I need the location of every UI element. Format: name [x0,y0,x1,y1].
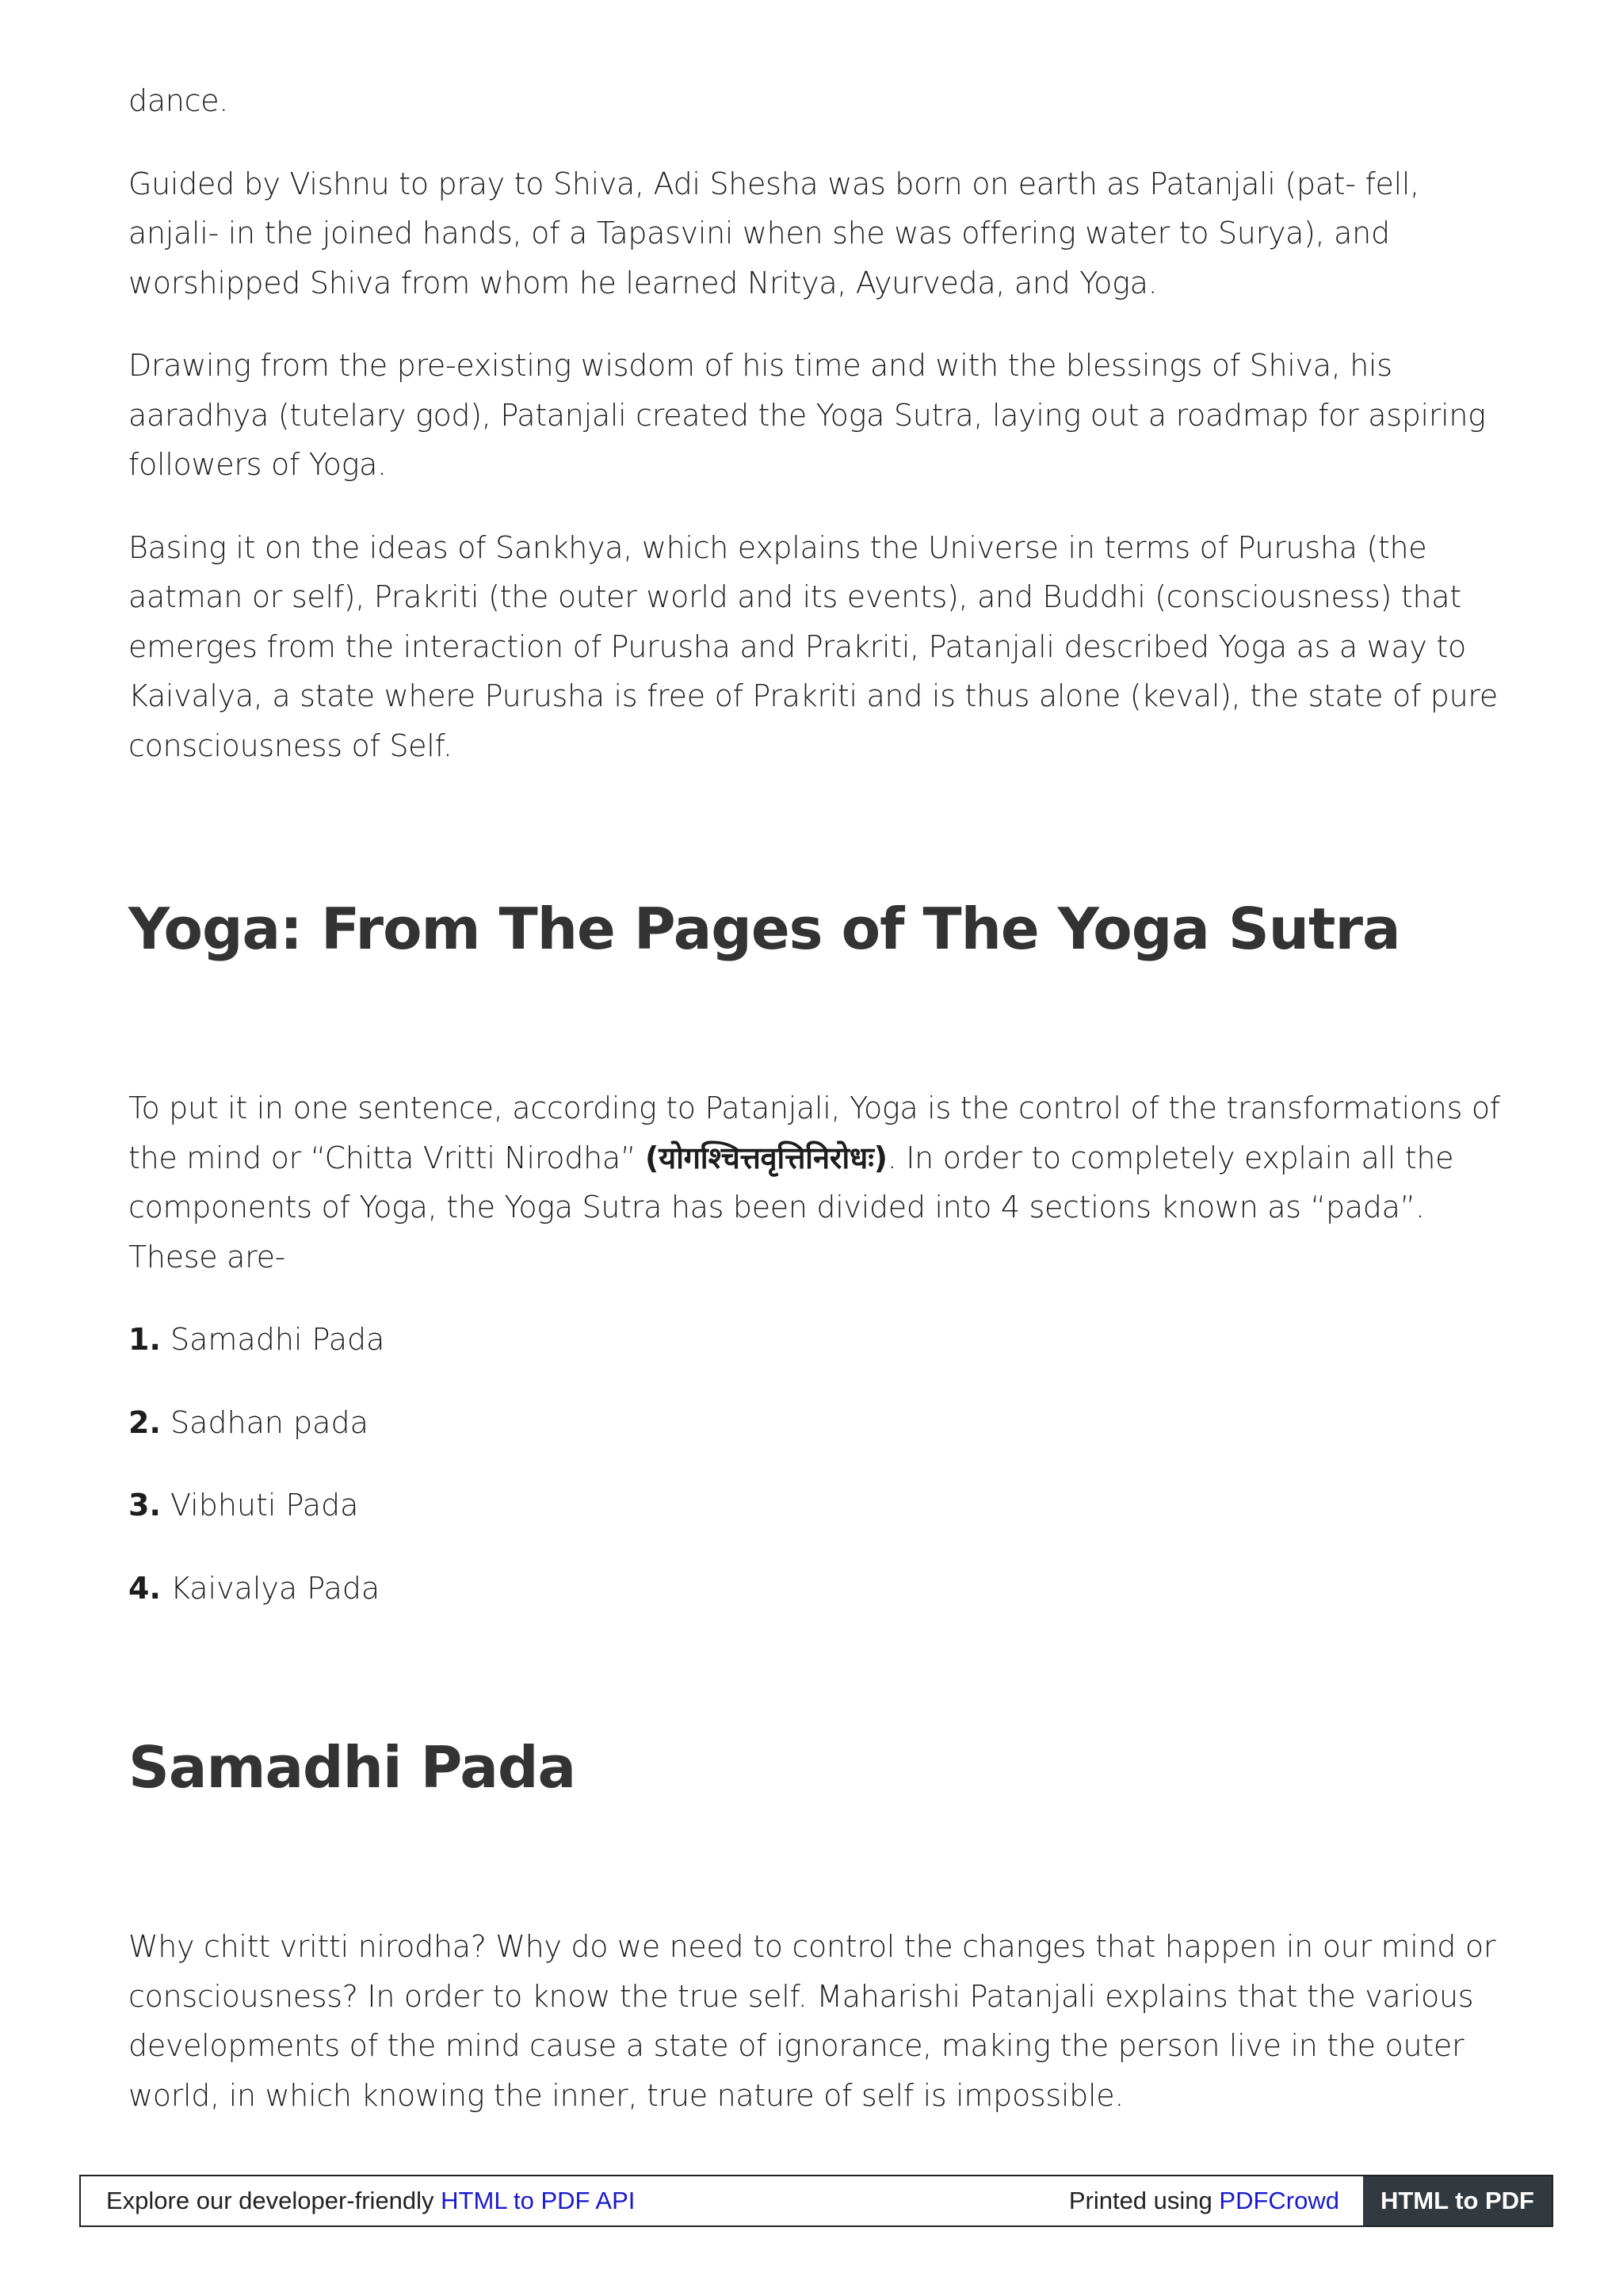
html-to-pdf-button[interactable]: HTML to PDF [1363,2176,1552,2225]
sanskrit-phrase: (योगश्चित्तवृत्तिनिरोधः) [645,1140,888,1175]
list-number: 3. [128,1488,161,1522]
list-label: Vibhuti Pada [170,1488,359,1522]
list-item-sadhan [128,1398,1507,1448]
paragraph-chitta-vritti [128,1083,1507,1282]
list-number: 1. [128,1322,161,1357]
pdfcrowd-link[interactable]: PDFCrowd [1219,2187,1339,2214]
footer-left-text: Explore our developer-friendly [106,2187,441,2214]
list-label: Samadhi Pada [170,1322,385,1357]
html-to-pdf-api-link[interactable]: HTML to PDF API [441,2187,636,2214]
list-item-kaivalya [128,1564,1507,1614]
footer-mid-text: Printed using [1068,2187,1220,2214]
paragraph-why-chitt-vritti: Why chitt vritti nirodha? Why do we need to control the changes that happen in our mind or consciousness? In order to know the true self. Maharishi Patanjali explains that the various developments of the mind cause a state of ignorance, making the person live in the outer world, in which knowing the inner, true nature of self is impossible. [128,1929,1496,2113]
footer-mid [1069,2187,1363,2215]
list-item-samadhi [128,1315,1507,1365]
intro-text-before: To put it in one sentence, according to Patanjali, Yoga is the control of the transformations of the mind or “Chitta Vritti Nirodha” [128,1091,1500,1175]
section-heading-samadhi-pada: Samadhi Pada [128,1734,576,1801]
list-number: 4. [128,1570,161,1606]
intro-text-after: . In order to completely explain all the components of Yoga, the Yoga Sutra has been divided into 4 sections known as “pada”. These are- [128,1140,1454,1274]
list-item-vibhuti [128,1480,1507,1530]
paragraph-sankhya: Basing it on the ideas of Sankhya, which explains the Universe in terms of Purusha (the aatman or self), Prakriti (the outer world and its events), and Buddhi (consciousness) that emerges from the interaction of Purusha and Prakriti, Patanjali described Yoga as a way to Kaivalya, a state where Purusha is free of Prakriti and is thus alone (keval), the state of pure consciousness of Self. [128,529,1498,763]
list-number: 2. [128,1404,161,1440]
section-heading-yoga-sutra: Yoga: From The Pages of The Yoga Sutra [128,896,1400,962]
list-label: Sadhan pada [170,1404,369,1440]
list-label: Kaivalya Pada [170,1570,380,1606]
paragraph-yoga-sutra-creation: Drawing from the pre-existing wisdom of his time and with the blessings of Shiva, his aaradhya (tutelary god), Patanjali created the Yoga Sutra, laying out a roadmap for aspiring followers of Yoga. [128,348,1486,482]
paragraph-patanjali-birth: Guided by Vishnu to pray to Shiva, Adi Shesha was born on earth as Patanjali (pat- fell, anjali- in the joined hands, of a Tapasvini when she was offering water to Surya), and worshipped Shiva from whom he learned Nritya, Ayurveda, and Yoga. [128,166,1419,300]
article-content [128,76,1507,2153]
footer-left [81,2187,1069,2215]
pdfcrowd-footer [79,2175,1553,2227]
paragraph-dance: dance. [128,83,229,118]
